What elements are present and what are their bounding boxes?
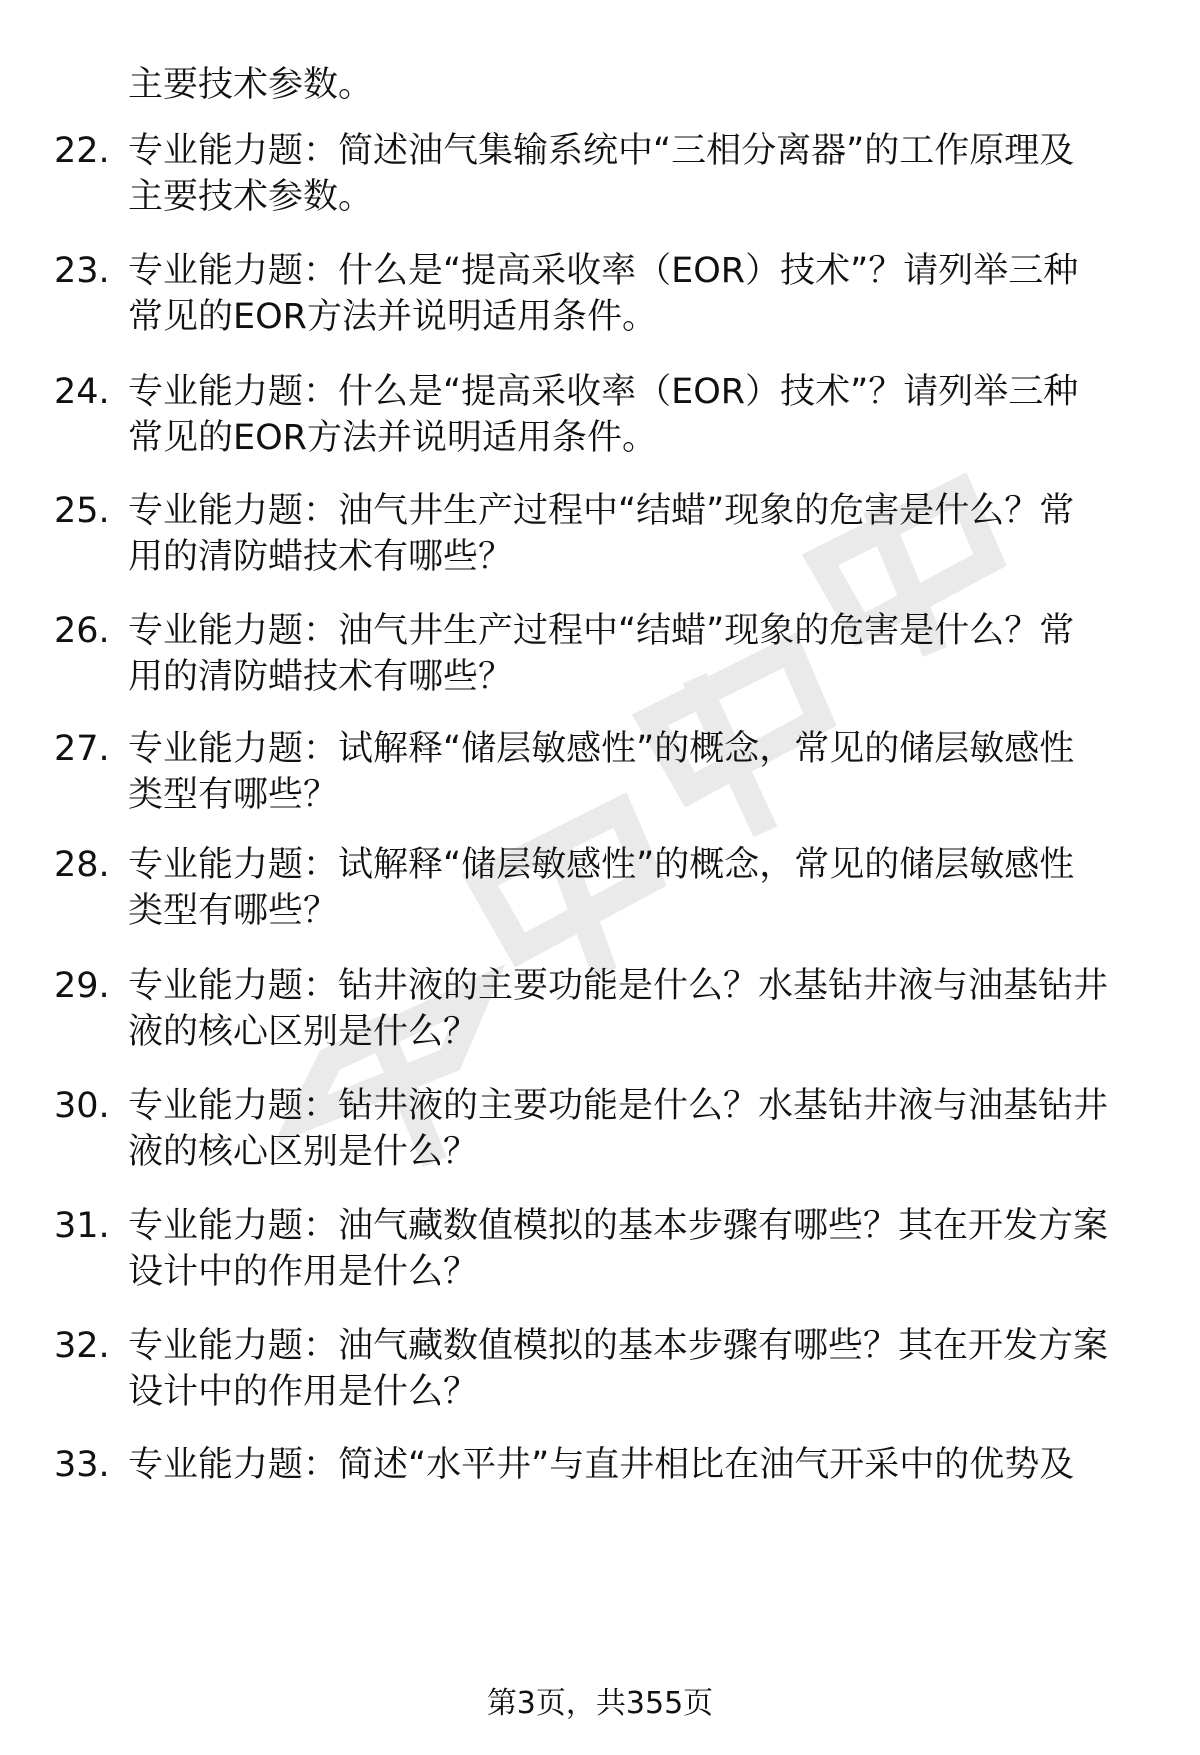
question-text-line: 常见的EOR方法并说明适用条件。	[128, 418, 657, 458]
question-number: 32.	[54, 1326, 110, 1366]
question-text-line: 专业能力题：油气藏数值模拟的基本步骤有哪些？其在开发方案	[128, 1326, 1109, 1366]
question-text-line: 专业能力题：油气井生产过程中“结蜡”现象的危害是什么？常	[128, 491, 1075, 531]
question-text-line: 用的清防蜡技术有哪些？	[128, 657, 514, 697]
question-text-line: 专业能力题：什么是“提高采收率（EOR）技术”？请列举三种	[128, 372, 1079, 412]
question-text-line: 主要技术参数。	[128, 177, 374, 217]
question-text-line: 类型有哪些？	[128, 775, 339, 815]
question-text-line: 设计中的作用是什么？	[128, 1252, 479, 1292]
question-number: 30.	[54, 1086, 110, 1126]
question-number: 25.	[54, 491, 110, 531]
question-number: 24.	[54, 372, 110, 412]
question-text-line: 用的清防蜡技术有哪些？	[128, 537, 514, 577]
question-number: 28.	[54, 845, 110, 885]
question-text-line: 专业能力题：试解释“储层敏感性”的概念，常见的储层敏感性	[128, 845, 1075, 885]
question-number: 27.	[54, 729, 110, 769]
question-text-line: 专业能力题：试解释“储层敏感性”的概念，常见的储层敏感性	[128, 729, 1075, 769]
question-number: 26.	[54, 611, 110, 651]
question-number: 31.	[54, 1206, 110, 1246]
question-text-line: 类型有哪些？	[128, 891, 339, 931]
question-text-line: 专业能力题：油气井生产过程中“结蜡”现象的危害是什么？常	[128, 611, 1075, 651]
question-text-line: 专业能力题：简述油气集输系统中“三相分离器”的工作原理及	[128, 131, 1075, 171]
question-number: 22.	[54, 131, 110, 171]
question-number: 29.	[54, 966, 110, 1006]
question-text-line: 专业能力题：钻井液的主要功能是什么？水基钻井液与油基钻井	[128, 966, 1109, 1006]
question-text-line: 专业能力题：油气藏数值模拟的基本步骤有哪些？其在开发方案	[128, 1206, 1109, 1246]
page-footer: 第3页，共355页	[486, 1686, 714, 1721]
question-text-line: 专业能力题：钻井液的主要功能是什么？水基钻井液与油基钻井	[128, 1086, 1109, 1126]
question-text-line: 设计中的作用是什么？	[128, 1372, 479, 1412]
question-number: 23.	[54, 251, 110, 291]
question-text-line: 液的核心区别是什么？	[128, 1012, 479, 1052]
question-text-line: 常见的EOR方法并说明适用条件。	[128, 297, 657, 337]
question-text-line: 液的核心区别是什么？	[128, 1132, 479, 1172]
question-text-line: 专业能力题：简述“水平井”与直井相比在油气开采中的优势及	[128, 1445, 1075, 1485]
question-text-line: 专业能力题：什么是“提高采收率（EOR）技术”？请列举三种	[128, 251, 1079, 291]
continuation-text: 主要技术参数。	[128, 65, 374, 105]
question-number: 33.	[54, 1445, 110, 1485]
